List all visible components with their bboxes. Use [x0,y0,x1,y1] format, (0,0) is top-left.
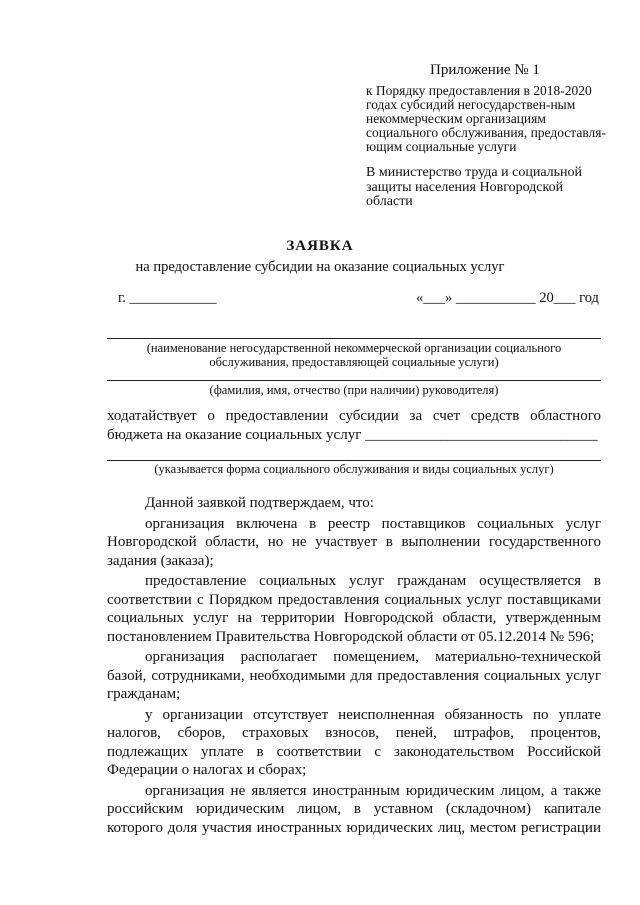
confirmation-block [107,494,601,837]
confirmation-item: у организации отсутствует неисполненная обязанность по уплате налогов, сборов, страховых взносов, пеней, штрафов, процентов, подлежащих уплате в соответствии с законодательством Российской Федерации о налогах и сборах; [107,706,601,778]
appendix-title: Приложение № 1 [430,62,540,78]
org-name-caption: (наименование негосударственной некоммерческой организации социального обслуживания, предоставляющей социальные услуги) [146,341,562,369]
head-name-line [107,380,601,381]
head-name-caption: (фамилия, имя, отчество (при наличии) руководителя) [209,383,499,397]
confirmation-item: организация не является иностранным юридическим лицом, а также российским юридическим лицом, в уставном (складочном) капитале которого доля участия иностранных юридических лиц, местом регистрации [107,782,601,836]
addressee: В министерство труда и социальной защиты населения Новгородской области [366,165,583,209]
confirmation-intro: Данной заявкой подтверждаем, что: [145,495,374,511]
confirmation-item: предоставление социальных услуг гражданам осуществляется в соответствии с Порядком предоставления социальных услуг поставщиками социальных услуг на территории Новгородской области, утвержденным постановлением Правительства Новгородской области от 05.12.2014 № 596; [107,573,601,645]
appendix-text: к Порядку предоставления в 2018-2020 годах субсидий негосударствен-ным некоммерческим организациям социального обслуживания, предоставля-ющим социальные услуги [366,83,606,154]
confirmation-item: организация располагает помещением, материально-технической базой, сотрудниками, необходимыми для предоставления социальных услуг гражданам; [107,649,601,702]
services-line [107,460,601,461]
date-field: «___» ___________ 20___ год [416,290,599,306]
petition-line-2: бюджета на оказание социальных услуг _______________________________ [107,427,598,443]
document-title: ЗАЯВКА [286,238,354,254]
document-subtitle: на предоставление субсидии на оказание социальных услуг [135,259,505,275]
place-field: г. ____________ [118,290,217,306]
petition-line-1: ходатайствует о предоставлении субсидии за счет средств областного [107,408,601,424]
org-name-line [107,338,601,339]
services-caption: (указывается форма социального обслуживания и виды социальных услуг) [154,462,554,476]
confirmation-item: организация включена в реестр поставщиков социальных услуг Новгородской области, но не участвует в выполнении государственного задания (заказа); [107,515,601,569]
